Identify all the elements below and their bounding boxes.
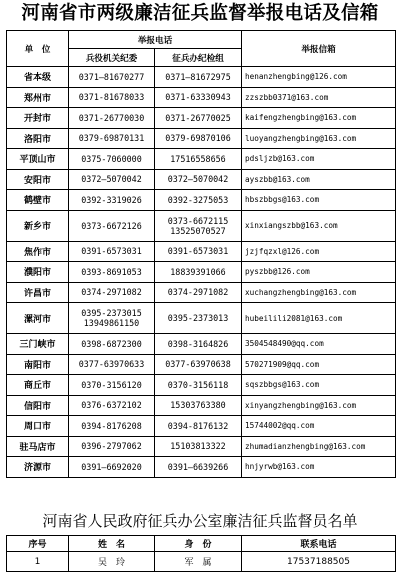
- unit-cell: 焦作市: [7, 241, 69, 262]
- table-row: [7, 67, 396, 88]
- phone-discipline-cell: 0371-81678033: [69, 87, 155, 108]
- phone-recruit-cell: 0372—5070042: [155, 169, 242, 190]
- table-row: [7, 436, 396, 457]
- phone-discipline-cell: 0396-2797062: [69, 436, 155, 457]
- header-phone: 联系电话: [242, 536, 396, 552]
- table-row: [7, 149, 396, 170]
- table-row: [7, 128, 396, 149]
- identity-cell: 军 属: [155, 552, 242, 572]
- phone-discipline-cell: 0371-26770030: [69, 108, 155, 129]
- phone-recruit-cell: 0392-3275053: [155, 190, 242, 211]
- email-cell: xinxiangszbb@163.com: [242, 210, 396, 241]
- unit-cell: 周口市: [7, 416, 69, 437]
- table-row: [7, 87, 396, 108]
- phone-recruit-cell: 0391-6573031: [155, 241, 242, 262]
- email-cell: 3504548490@qq.com: [242, 334, 396, 355]
- phone-recruit-cell: 0373-6672115 13525070527: [155, 210, 242, 241]
- table-row: [7, 169, 396, 190]
- header-name: 姓 名: [69, 536, 155, 552]
- unit-cell: 驻马店市: [7, 436, 69, 457]
- table-row: [7, 334, 396, 355]
- table-row: [7, 262, 396, 283]
- table-row: [7, 303, 396, 334]
- phone-cell: 17537188505: [242, 552, 396, 572]
- header-col-a: 兵役机关纪委: [69, 49, 155, 67]
- header-identity: 身 份: [155, 536, 242, 552]
- phone-discipline-cell: 0379-69870131: [69, 128, 155, 149]
- unit-cell: 济源市: [7, 457, 69, 478]
- table-row: [7, 552, 396, 572]
- name-cell: 吴 玲: [69, 552, 155, 572]
- unit-cell: 开封市: [7, 108, 69, 129]
- phone-recruit-cell: 18839391066: [155, 262, 242, 283]
- phone-discipline-cell: 0371—81670277: [69, 67, 155, 88]
- email-cell: ayszbb@163.com: [242, 169, 396, 190]
- email-cell: 15744002@qq.com: [242, 416, 396, 437]
- email-cell: xinyangzhengbing@163.com: [242, 395, 396, 416]
- unit-cell: 三门峡市: [7, 334, 69, 355]
- phone-recruit-cell: 15303763380: [155, 395, 242, 416]
- unit-cell: 漯河市: [7, 303, 69, 334]
- phone-discipline-cell: 0374-2971082: [69, 282, 155, 303]
- email-cell: jzjfqzxl@126.com: [242, 241, 396, 262]
- unit-cell: 南阳市: [7, 354, 69, 375]
- table-row: [7, 375, 396, 396]
- phone-discipline-cell: 0393-8691053: [69, 262, 155, 283]
- phone-recruit-cell: 17516558656: [155, 149, 242, 170]
- header-phone-group: 举报电话: [69, 31, 242, 49]
- table-row: [7, 210, 396, 241]
- phone-recruit-cell: 0398-3164826: [155, 334, 242, 355]
- email-cell: hnjyrwb@163.com: [242, 457, 396, 478]
- header-email: 举报信箱: [242, 31, 396, 67]
- email-cell: pdsljzb@163.com: [242, 149, 396, 170]
- phone-recruit-cell: 0379-69870106: [155, 128, 242, 149]
- table-row: [7, 395, 396, 416]
- unit-cell: 新乡市: [7, 210, 69, 241]
- phone-recruit-cell: 0374-2971082: [155, 282, 242, 303]
- email-cell: pyszbb@126.com: [242, 262, 396, 283]
- phone-recruit-cell: 0371—81672975: [155, 67, 242, 88]
- phone-discipline-cell: 0394-8176208: [69, 416, 155, 437]
- phone-discipline-cell: 0372—5070042: [69, 169, 155, 190]
- unit-cell: 平顶山市: [7, 149, 69, 170]
- header-unit: 单 位: [7, 31, 69, 67]
- reporting-contacts-table: [6, 30, 396, 478]
- phone-discipline-cell: 0375-7060000: [69, 149, 155, 170]
- unit-cell: 洛阳市: [7, 128, 69, 149]
- unit-cell: 鹤壁市: [7, 190, 69, 211]
- header-col-b: 征兵办纪检组: [155, 49, 242, 67]
- table-row: [7, 457, 396, 478]
- email-cell: sqszbbgs@163.com: [242, 375, 396, 396]
- phone-discipline-cell: 0391-6573031: [69, 241, 155, 262]
- email-cell: henanzhengbing@126.com: [242, 67, 396, 88]
- phone-recruit-cell: 0371-63330943: [155, 87, 242, 108]
- phone-recruit-cell: 0377-63970638: [155, 354, 242, 375]
- phone-recruit-cell: 0371-26770025: [155, 108, 242, 129]
- unit-cell: 安阳市: [7, 169, 69, 190]
- unit-cell: 省本级: [7, 67, 69, 88]
- phone-recruit-cell: 0394-8176132: [155, 416, 242, 437]
- table-row: [7, 282, 396, 303]
- phone-discipline-cell: 0373-6672126: [69, 210, 155, 241]
- email-cell: hbszbbgs@163.com: [242, 190, 396, 211]
- phone-discipline-cell: 0392-3319026: [69, 190, 155, 211]
- phone-discipline-cell: 0370-3156120: [69, 375, 155, 396]
- supervisor-table: [6, 535, 396, 572]
- phone-recruit-cell: 15103813322: [155, 436, 242, 457]
- phone-discipline-cell: 0391—6692020: [69, 457, 155, 478]
- table-row: [7, 416, 396, 437]
- header-no: 序号: [7, 536, 69, 552]
- email-cell: zzszbb0371@163.com: [242, 87, 396, 108]
- phone-discipline-cell: 0377-63970633: [69, 354, 155, 375]
- email-cell: zhumadianzhengbing@163.com: [242, 436, 396, 457]
- section-title: 河南省人民政府征兵办公室廉洁征兵监督员名单: [42, 512, 358, 530]
- email-cell: luoyangzhengbing@163.com: [242, 128, 396, 149]
- phone-recruit-cell: 0370-3156118: [155, 375, 242, 396]
- table-row: [7, 241, 396, 262]
- email-cell: 570271909@qq.com: [242, 354, 396, 375]
- unit-cell: 商丘市: [7, 375, 69, 396]
- phone-discipline-cell: 0376-6372102: [69, 395, 155, 416]
- unit-cell: 信阳市: [7, 395, 69, 416]
- email-cell: xuchangzhengbing@163.com: [242, 282, 396, 303]
- unit-cell: 濮阳市: [7, 262, 69, 283]
- table-row: [7, 190, 396, 211]
- table-row: [7, 354, 396, 375]
- email-cell: hubeilili2081@163.com: [242, 303, 396, 334]
- unit-cell: 许昌市: [7, 282, 69, 303]
- table-row: [7, 108, 396, 129]
- unit-cell: 郑州市: [7, 87, 69, 108]
- email-cell: kaifengzhengbing@163.com: [242, 108, 396, 129]
- phone-discipline-cell: 0398-6872300: [69, 334, 155, 355]
- phone-recruit-cell: 0391—6639266: [155, 457, 242, 478]
- row-number-cell: 1: [7, 552, 69, 572]
- phone-recruit-cell: 0395-2373013: [155, 303, 242, 334]
- phone-discipline-cell: 0395-2373015 13949861150: [69, 303, 155, 334]
- page-title: 河南省市两级廉洁征兵监督举报电话及信箱: [21, 3, 379, 24]
